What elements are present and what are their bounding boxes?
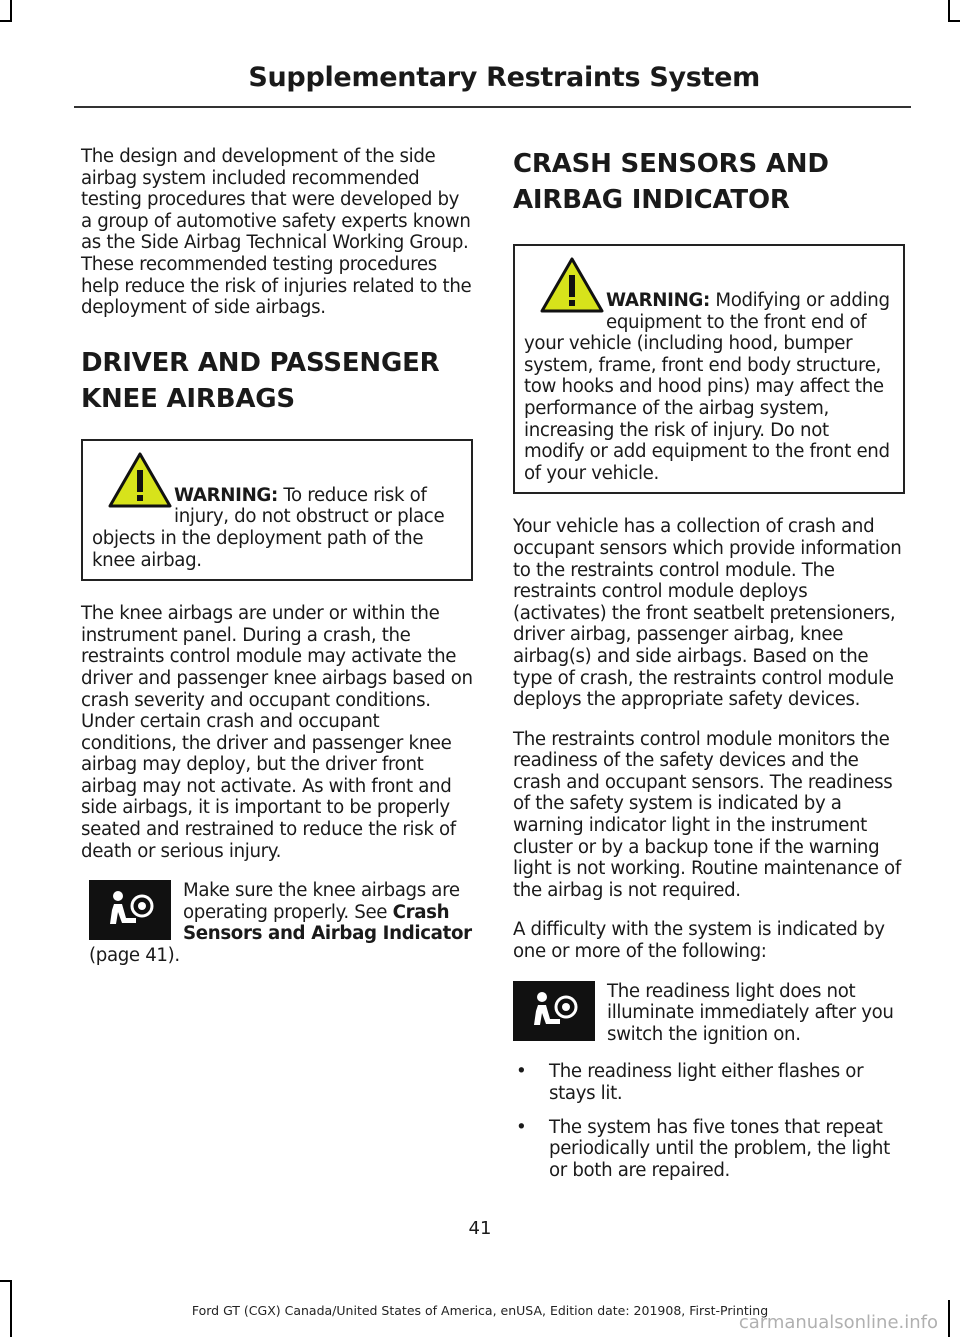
page-header-title: Supplementary Restraints System xyxy=(248,62,760,93)
list-item-text: The readiness light either flashes or stays lit. xyxy=(549,1061,864,1104)
warning-triangle-icon xyxy=(540,256,604,314)
side-airbag-paragraph: The design and development of the side airbag system included recommended testing procedures that were developed by a group of automotive safety experts known as the Side Airbag Technical Working Group. These recommended testing procedures help reduce the risk of injuries related to the deployment of side airbags. xyxy=(81,146,472,319)
readiness-light-text: The readiness light does not illuminate immediately after you switch the ignition on. xyxy=(607,980,894,1045)
knee-check-text: Make sure the knee airbags are operating properly. See xyxy=(183,880,460,923)
crop-mark xyxy=(0,1280,12,1282)
xref-page: (page 41). xyxy=(89,945,180,967)
airbag-indicator-icon xyxy=(100,888,160,932)
watermark: carmanualsonline.info xyxy=(738,1312,938,1333)
crop-mark xyxy=(948,0,950,22)
left-column xyxy=(81,146,473,967)
modify-warning-box xyxy=(513,244,905,494)
list-item-text: The system has five tones that repeat periodically until the problem, the light or both are repaired. xyxy=(549,1116,890,1181)
warning-label: WARNING: xyxy=(606,290,710,311)
readiness-monitor-paragraph: The restraints control module monitors the readiness of the safety devices and the crash and occupant sensors. The readiness of the safety system is indicated by a warning indicator light in the instrument cluster or by a backup tone if the warning light is not working. Routine maintenance of the airbag is not required. xyxy=(513,728,901,901)
warning-triangle-icon xyxy=(108,451,172,509)
page-number: 41 xyxy=(468,1218,492,1239)
warning-text: Modifying or adding equipment to the front end of your vehicle (including hood, bumper system, frame, front end body structure, tow hooks and hood pins) may affect the performance of the airbag system, increasing the risk of injury. Do not modify or add equipment to the front end of your vehicle. xyxy=(524,290,890,484)
warning-text: To reduce risk of injury, do not obstruct or place objects in the deployment path of the knee airbag. xyxy=(92,484,445,571)
bullet-mark: • xyxy=(516,1116,527,1138)
list-item xyxy=(513,1117,905,1182)
header-rule xyxy=(74,106,911,108)
crop-mark xyxy=(10,0,12,22)
airbag-indicator-box xyxy=(513,981,595,1041)
knee-airbag-check-block xyxy=(81,880,473,966)
edition-footer: Ford GT (CGX) Canada/United States of America, enUSA, Edition date: 201908, First-Printing xyxy=(191,1303,769,1318)
knee-airbag-description: The knee airbags are under or within the instrument panel. During a crash, the restraints control module may activate the driver and passenger knee airbags based on crash severity and occupant conditions. Under certain crash and occupant conditions, the driver and passenger knee airbag may deploy, but the driver front airbag may not activate. As with front and side airbags, it is important to be properly seated and restrained to reduce the risk of death or serious injury. xyxy=(81,603,473,862)
airbag-indicator-box xyxy=(89,880,171,940)
airbag-indicator-icon xyxy=(524,989,584,1033)
knee-warning-box xyxy=(81,439,473,581)
crop-mark xyxy=(948,20,960,22)
right-column xyxy=(513,146,905,1193)
sensor-collection-paragraph: Your vehicle has a collection of crash and occupant sensors which provide information to the restraints control module. The restraints control module deploys (activates) the front seatbelt pretensioners, driver airbag, passenger airbag, knee airbag(s) and side airbags. Based on the type of crash, the restraints control module deploys the appropriate safety devices. xyxy=(513,516,902,711)
crop-mark xyxy=(0,20,12,22)
knee-airbags-heading: DRIVER AND PASSENGER KNEE AIRBAGS xyxy=(81,347,440,414)
crash-sensors-heading: CRASH SENSORS AND AIRBAG INDICATOR xyxy=(513,149,829,215)
crash-sensors-xref-link[interactable]: Crash Sensors and Airbag Indicator xyxy=(183,901,472,945)
bullet-mark: • xyxy=(516,1061,527,1083)
list-item xyxy=(513,1061,905,1104)
difficulty-list xyxy=(513,1061,905,1181)
difficulty-intro-paragraph: A difficulty with the system is indicated by one or more of the following: xyxy=(513,919,885,963)
readiness-light-block xyxy=(513,981,905,1046)
warning-label: WARNING: xyxy=(174,484,278,506)
